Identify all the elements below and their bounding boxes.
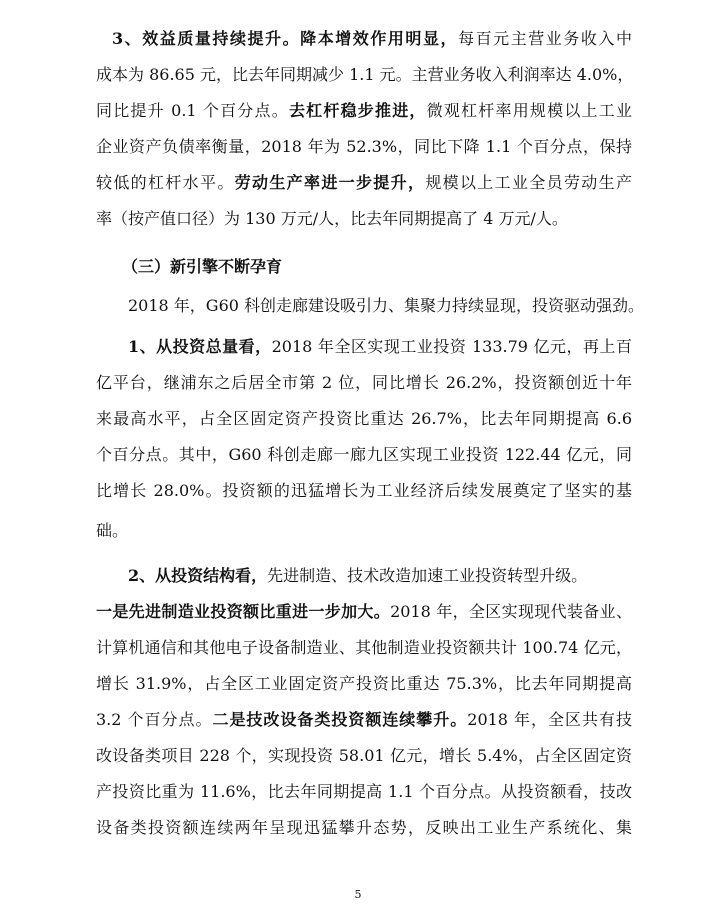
text-segment: 2018 年，G60 科创走廊建设吸引力、集聚力持续显现，投资驱动强劲。 — [128, 296, 645, 315]
text-line — [96, 818, 632, 838]
bold-text-segment: 劳动生产率进一步提升， — [234, 173, 426, 192]
text-segment: 成本为 86.65 元，比去年同期减少 1.1 元。主营业务收入利润率达 4.0%， — [96, 65, 634, 84]
text-line — [96, 746, 632, 766]
text-line — [128, 566, 632, 586]
text-segment: 企业资产负债率衡量，2018 年为 52.3%，同比下降 1.1 个百分点，保持 — [96, 137, 632, 156]
text-segment: 设备类投资额连续两年呈现迅猛攀升态势，反映出工业生产系统化、集 — [96, 818, 632, 837]
text-line — [96, 137, 632, 157]
bold-text-segment: 2、从投资结构看， — [128, 566, 268, 585]
text-line — [96, 409, 632, 429]
text-segment: 亿平台，继浦东之后居全市第 2 位，同比增长 26.2%，投资额创近十年 — [96, 373, 632, 392]
text-line — [112, 29, 632, 49]
text-line — [96, 602, 632, 622]
text-segment: 每百元主营业务收入中 — [458, 29, 632, 48]
text-line — [96, 674, 632, 694]
text-segment: 增长 31.9%，占全区工业固定资产投资比重达 75.3%，比去年同期提高 — [96, 674, 632, 693]
text-segment: 产投资比重为 11.6%，比去年同期提高 1.1 个百分点。从投资额看，技改 — [96, 782, 632, 801]
text-segment: 较低的杠杆水平。 — [96, 173, 235, 192]
text-line — [96, 710, 632, 730]
text-segment: 础。 — [96, 521, 129, 540]
text-segment: 计算机通信和其他电子设备制造业、其他制造业投资额共计 100.74 亿元， — [96, 638, 632, 657]
text-line — [96, 481, 632, 501]
text-line — [96, 782, 632, 802]
text-line — [96, 521, 632, 541]
text-segment: 比增长 28.0%。投资额的迅猛增长为工业经济后续发展奠定了坚实的基 — [96, 481, 632, 500]
text-segment: 个百分点。其中，G60 科创走廊一廊九区实现工业投资 122.44 亿元，同 — [96, 445, 632, 464]
bold-text-segment: （三）新引擎不断孕育 — [122, 257, 283, 276]
text-segment: 规模以上工业全员劳动生产 — [425, 173, 632, 192]
bold-text-segment: 去杠杆稳步推进， — [288, 101, 427, 120]
section-heading — [122, 257, 622, 277]
text-segment: 率（按产值口径）为 130 万元/人，比去年同期提高了 4 万元/人。 — [96, 209, 568, 228]
text-line — [96, 445, 632, 465]
text-line — [128, 337, 632, 357]
text-segment: 来最高水平，占全区固定资产投资比重达 26.7%，比去年同期提高 6.6 — [96, 409, 632, 428]
text-line — [96, 373, 632, 393]
text-line — [96, 101, 632, 121]
text-segment: 2018 年，全区实现现代装备业、 — [390, 602, 632, 621]
text-line — [96, 173, 632, 193]
bold-text-segment: 1、从投资总量看， — [128, 337, 272, 356]
text-line — [96, 65, 632, 85]
bold-text-segment: 二是技改设备类投资额连续攀升。 — [212, 710, 468, 729]
text-segment: 2018 年，全区共有技 — [467, 710, 632, 729]
text-line — [128, 296, 645, 316]
page-number: 5 — [354, 888, 362, 901]
text-line — [96, 209, 632, 229]
bold-text-segment: 一是先进制造业投资额比重进一步加大。 — [96, 602, 391, 621]
text-line — [96, 638, 632, 658]
text-segment: 微观杠杆率用规模以上工业 — [426, 101, 632, 120]
text-segment: 先进制造、技术改造加速工业投资转型升级。 — [267, 566, 588, 585]
text-segment: 2018 年全区实现工业投资 133.79 亿元，再上百 — [271, 337, 632, 356]
bold-text-segment: 3、效益质量持续提升。降本增效作用明显， — [112, 29, 459, 48]
text-segment: 改设备类项目 228 个，实现投资 58.01 亿元，增长 5.4%，占全区固定资 — [96, 746, 632, 765]
text-segment: 同比提升 0.1 个百分点。 — [96, 101, 289, 120]
text-segment: 3.2 个百分点。 — [96, 710, 213, 729]
